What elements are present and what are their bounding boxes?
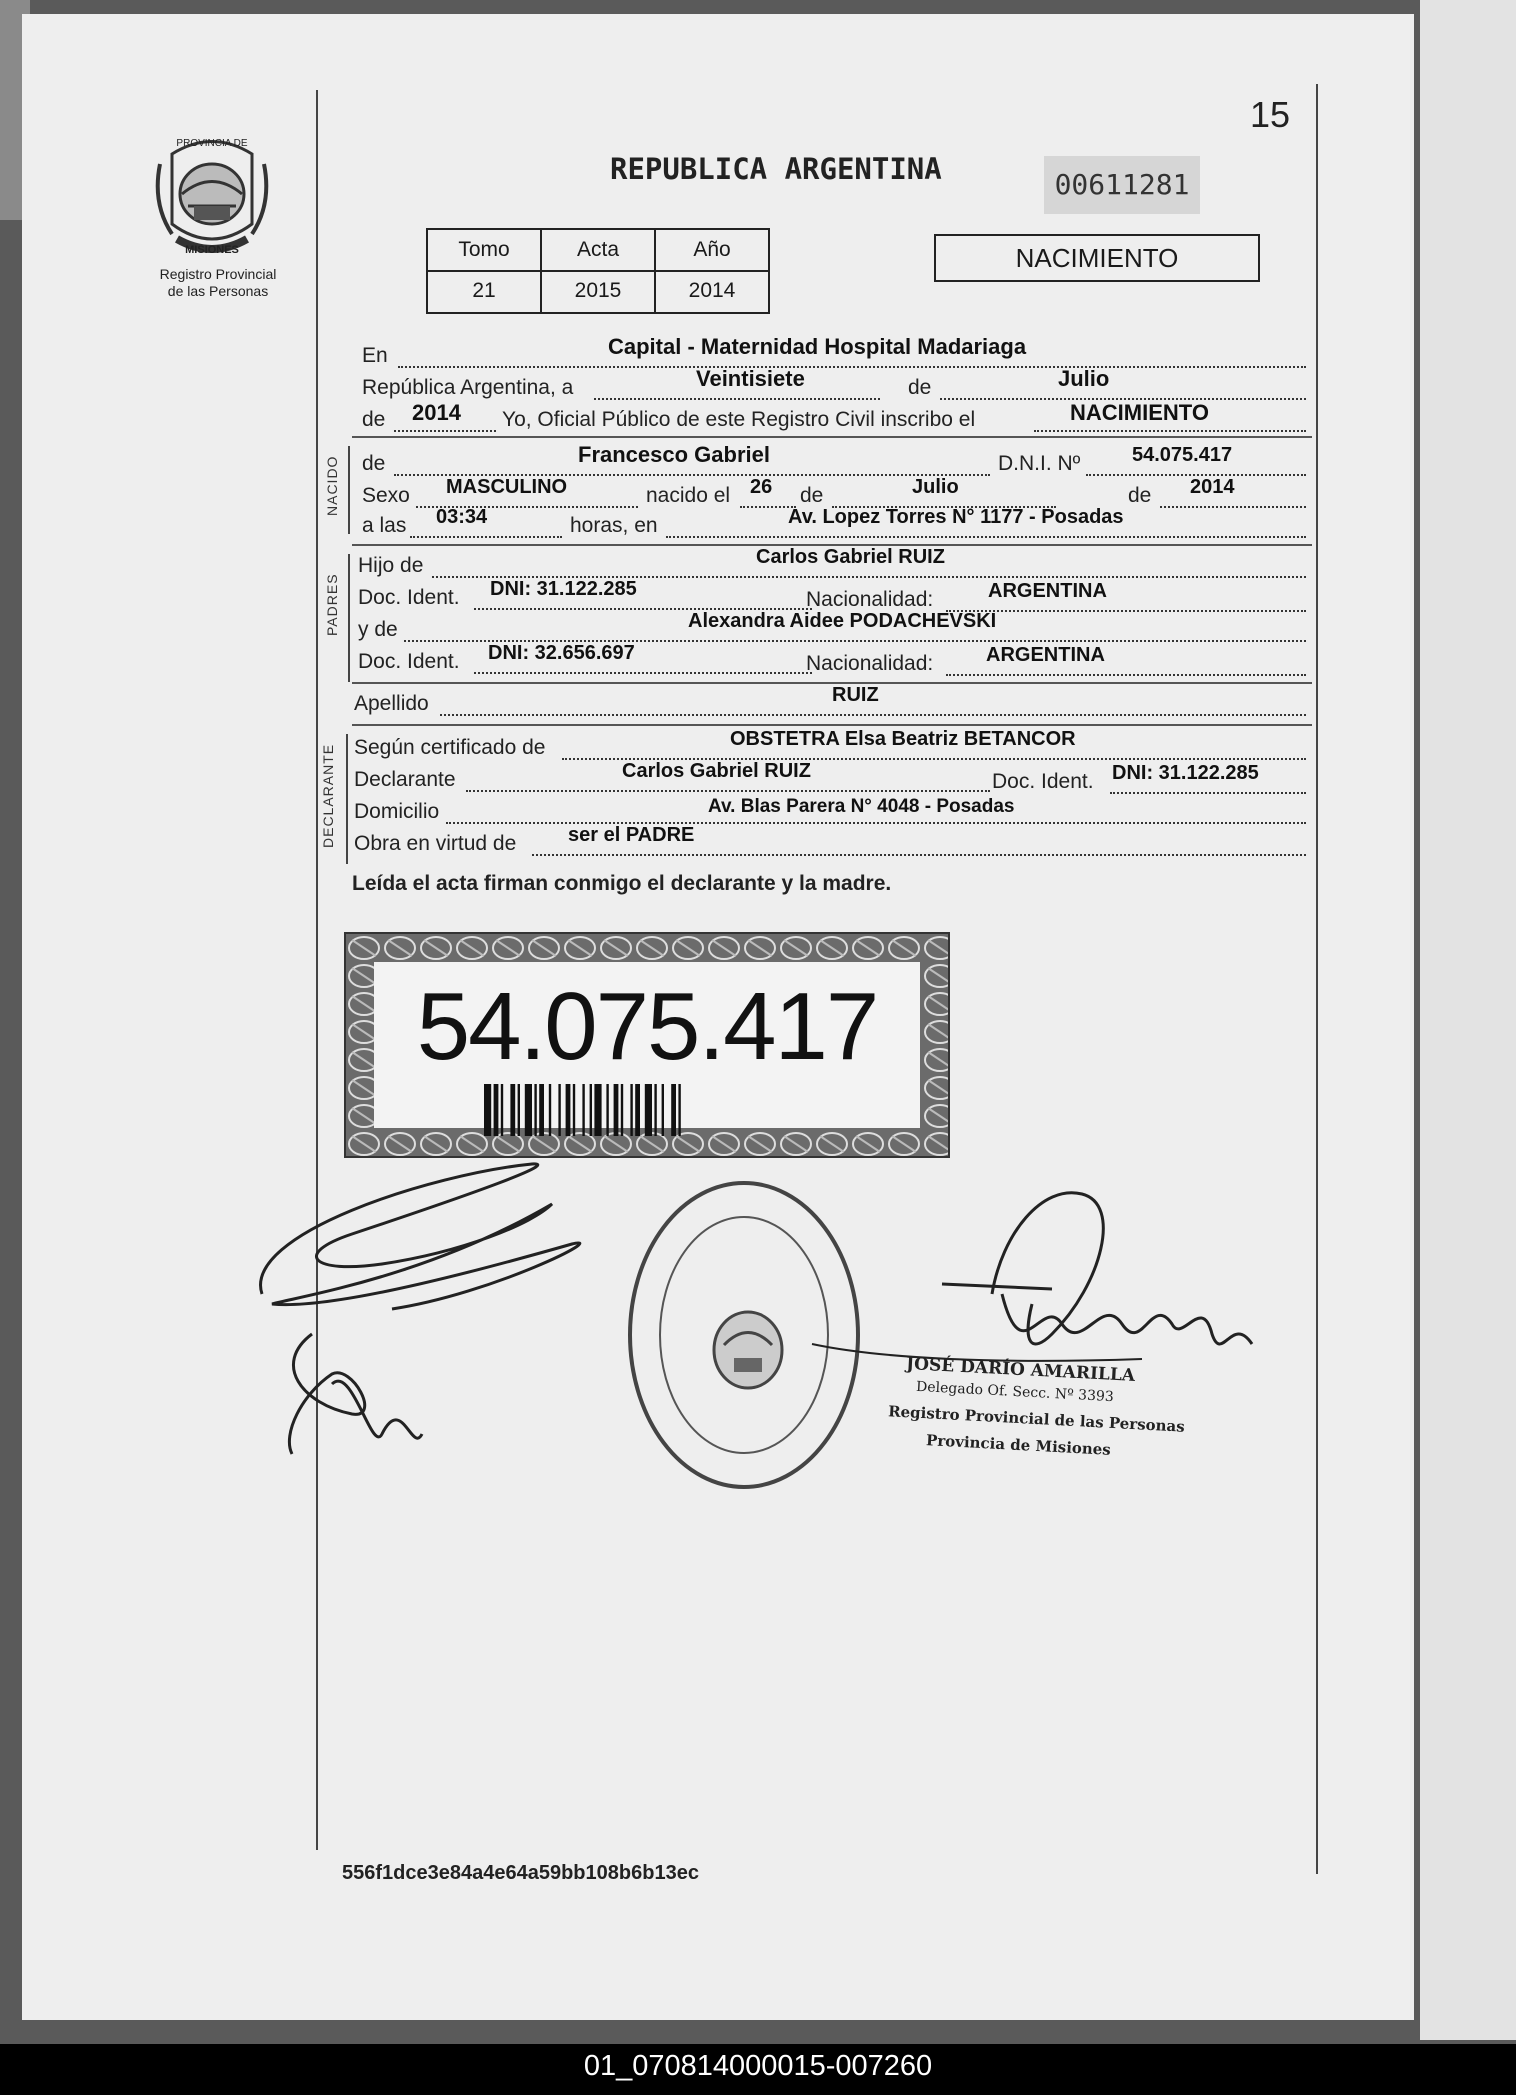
- value-nombre: Francesco Gabriel: [578, 442, 770, 467]
- barcode-bar: [606, 1084, 608, 1136]
- value-dia-nac: 26: [750, 476, 773, 498]
- adjacent-page: [1420, 0, 1516, 2040]
- closing-statement: Leída el acta firman conmigo el declarante y la madre.: [352, 872, 892, 895]
- dotted-line: [946, 610, 1306, 612]
- label-horas-en: horas, en: [570, 514, 658, 537]
- dotted-line: [394, 430, 496, 432]
- value-mes-nac: Julio: [912, 476, 959, 498]
- record-type-box: NACIMIENTO: [934, 234, 1260, 282]
- label-nacionalidad: Nacionalidad:: [806, 588, 934, 611]
- label-nacido-el: nacido el: [646, 484, 731, 507]
- logo-top-text: PROVINCIA DE: [176, 138, 248, 149]
- value-madre: Alexandra Aidee PODACHEVSKI: [688, 610, 997, 632]
- value-obra: ser el PADRE: [568, 824, 695, 846]
- dotted-line: [1110, 792, 1306, 794]
- barcode-bar: [662, 1084, 664, 1136]
- label-sexo: Sexo: [362, 484, 410, 507]
- barcode-bar: [539, 1084, 544, 1136]
- dotted-line: [440, 714, 1306, 716]
- label-de-nombre: de: [362, 452, 386, 475]
- value-declarante-doc: DNI: 31.122.285: [1112, 762, 1259, 784]
- dotted-line: [594, 398, 880, 400]
- value-dia: Veintisiete: [696, 366, 805, 391]
- label-declarante: Declarante: [354, 768, 456, 791]
- official-role: Delegado Of. Secc. Nº 3393: [915, 1378, 1115, 1406]
- label-dni: D.N.I. Nº: [998, 452, 1081, 475]
- barcode-bar: [654, 1084, 656, 1136]
- section-bracket: [346, 734, 348, 864]
- value-acta: 2015: [574, 279, 622, 302]
- barcode-bar: [573, 1084, 575, 1136]
- barcode-bar: [558, 1084, 560, 1136]
- table-col-divider: [540, 230, 542, 312]
- barcode-bar: [590, 1084, 592, 1136]
- section-label-nacido: NACIDO: [324, 455, 340, 516]
- value-declarante: Carlos Gabriel RUIZ: [622, 760, 811, 782]
- value-anio-nac: 2014: [1190, 476, 1235, 498]
- barcode-bar: [549, 1084, 551, 1136]
- barcode-bar: [630, 1084, 632, 1136]
- label-y-de: y de: [358, 618, 398, 641]
- table-row-divider: [428, 270, 768, 272]
- header-acta: Acta: [576, 238, 620, 261]
- label-doc-ident: Doc. Ident.: [358, 586, 460, 609]
- label-de: de: [908, 376, 932, 399]
- official-org: Registro Provincial de las Personas: [887, 1402, 1186, 1436]
- official-name: JOSÉ DARÍO AMARILLA: [905, 1354, 1136, 1386]
- header-tomo: Tomo: [458, 238, 510, 261]
- barcode-bar: [501, 1084, 503, 1136]
- dotted-line: [1160, 506, 1306, 508]
- value-hora: 03:34: [436, 506, 488, 528]
- sticker-dni-number: 54.075.417: [416, 973, 878, 1080]
- page-number: 15: [1250, 94, 1291, 135]
- value-apellido: RUIZ: [832, 684, 879, 706]
- dotted-line: [946, 674, 1306, 676]
- logo-bottom-text: MISIONES: [185, 244, 239, 256]
- barcode-bar: [510, 1084, 515, 1136]
- label-doc-ident-2: Doc. Ident.: [358, 650, 460, 673]
- value-padre: Carlos Gabriel RUIZ: [756, 546, 945, 568]
- dotted-line: [1034, 430, 1306, 432]
- label-domicilio: Domicilio: [354, 800, 440, 823]
- barcode-bar: [525, 1084, 532, 1136]
- value-mes: Julio: [1058, 366, 1110, 391]
- value-acto: NACIMIENTO: [1070, 400, 1209, 425]
- logo-caption-1: Registro Provincial: [159, 266, 277, 282]
- document-hash: 556f1dce3e84a4e64a59bb108b6b13ec: [342, 1862, 699, 1884]
- birth-certificate-page: [22, 14, 1414, 2020]
- dni-barcode-sticker: [344, 932, 950, 1158]
- barcode-icon: [484, 1084, 814, 1136]
- value-padre-nac: ARGENTINA: [988, 580, 1107, 602]
- label-de-2: de: [800, 484, 824, 507]
- value-certificado: OBSTETRA Elsa Beatriz BETANCOR: [730, 728, 1076, 750]
- document-title: REPUBLICA ARGENTINA: [610, 152, 942, 186]
- barcode-bar: [534, 1084, 536, 1136]
- logo-caption-2: de las Personas: [167, 283, 269, 299]
- barcode-bar: [566, 1084, 571, 1136]
- dotted-line: [474, 672, 812, 674]
- value-madre-nac: ARGENTINA: [986, 644, 1105, 666]
- value-anio: 2014: [412, 400, 461, 425]
- barcode-bar: [621, 1084, 623, 1136]
- section-bracket: [348, 446, 350, 534]
- section-label-declarante: DECLARANTE: [320, 743, 336, 848]
- label-republica: República Argentina, a: [362, 376, 574, 399]
- value-lugar-nac: Av. Lopez Torres N° 1177 - Posadas: [788, 506, 1124, 528]
- dotted-line: [398, 366, 1306, 368]
- value-tomo: 21: [472, 279, 496, 302]
- header-anio: Año: [693, 238, 731, 261]
- label-a-las: a las: [362, 514, 407, 537]
- barcode-bar: [494, 1084, 499, 1136]
- barcode-bar: [484, 1084, 491, 1136]
- label-de-anio: de: [362, 408, 386, 431]
- value-padre-doc: DNI: 31.122.285: [490, 578, 637, 600]
- section-bracket: [348, 554, 350, 682]
- table-col-divider: [654, 230, 656, 312]
- label-hijo-de: Hijo de: [358, 554, 424, 577]
- dotted-line: [532, 854, 1306, 856]
- barcode-bar: [678, 1084, 680, 1136]
- official-province: Provincia de Misiones: [925, 1431, 1112, 1459]
- value-anio: 2014: [688, 279, 736, 302]
- barcode-bar: [671, 1084, 676, 1136]
- label-de-3: de: [1128, 484, 1152, 507]
- barcode-bar: [518, 1084, 520, 1136]
- barcode-bar: [594, 1084, 601, 1136]
- dotted-line: [410, 536, 562, 538]
- section-label-padres: PADRES: [324, 573, 340, 636]
- declarant-signature-icon: [232, 1134, 652, 1464]
- footer-file-code: 01_070814000015-007260: [583, 2050, 933, 2082]
- dotted-line: [466, 790, 990, 792]
- register-table: [426, 228, 770, 314]
- value-sexo: MASCULINO: [446, 476, 568, 498]
- section-divider: [352, 436, 1312, 438]
- value-dni: 54.075.417: [1132, 444, 1233, 466]
- value-lugar: Capital - Maternidad Hospital Madariaga: [608, 334, 1027, 359]
- label-segun: Según certificado de: [354, 736, 546, 759]
- label-obra: Obra en virtud de: [354, 832, 517, 855]
- dotted-line: [666, 536, 1306, 538]
- barcode-bar: [645, 1084, 652, 1136]
- label-yo: Yo, Oficial Público de este Registro Civil inscribo el: [502, 408, 976, 431]
- sticker-label: [374, 962, 920, 1128]
- label-nacionalidad-2: Nacionalidad:: [806, 652, 934, 675]
- value-domicilio: Av. Blas Parera N° 4048 - Posadas: [708, 796, 1015, 817]
- barcode-bar: [582, 1084, 584, 1136]
- value-madre-doc: DNI: 32.656.697: [488, 642, 635, 664]
- barcode-bar: [635, 1084, 640, 1136]
- label-en: En: [362, 344, 388, 367]
- right-margin-line: [1316, 84, 1318, 1874]
- label-doc-ident-3: Doc. Ident.: [992, 770, 1094, 793]
- barcode-bar: [614, 1084, 619, 1136]
- left-margin-line: [316, 90, 318, 1850]
- serial-number: 00611281: [1044, 156, 1200, 214]
- section-divider: [352, 724, 1312, 726]
- label-apellido: Apellido: [354, 692, 429, 715]
